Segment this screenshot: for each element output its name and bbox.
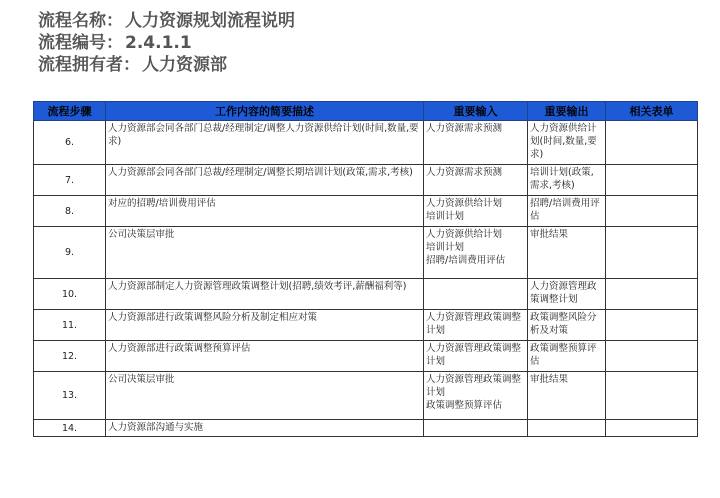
input-cell bbox=[424, 121, 528, 165]
column-header-forms: 相关表单 bbox=[606, 102, 698, 121]
output-cell bbox=[528, 310, 606, 341]
table-row bbox=[34, 121, 698, 165]
input-item: 招聘/培训费用评估 bbox=[426, 255, 506, 266]
step-cell: 6. bbox=[34, 121, 106, 165]
description-cell: 对应的招聘/培训费用评估 bbox=[106, 196, 424, 227]
column-header-step: 流程步骤 bbox=[34, 102, 106, 121]
output-item: 审批结果 bbox=[530, 374, 569, 385]
process-owner-line bbox=[38, 54, 295, 76]
process-name-line bbox=[38, 10, 295, 32]
input-cell bbox=[424, 420, 528, 437]
input-item: 人力资源需求预测 bbox=[426, 167, 503, 178]
input-cell bbox=[424, 341, 528, 372]
output-item: 人力资源管理政策调整计划 bbox=[530, 281, 597, 305]
table-row bbox=[34, 372, 698, 420]
step-cell: 10. bbox=[34, 279, 106, 310]
step-cell: 13. bbox=[34, 372, 106, 420]
process-name-value: 人力资源规划流程说明 bbox=[125, 11, 295, 31]
table-row bbox=[34, 227, 698, 279]
input-cell bbox=[424, 310, 528, 341]
forms-cell bbox=[606, 165, 698, 196]
output-cell bbox=[528, 279, 606, 310]
input-cell bbox=[424, 165, 528, 196]
input-cell bbox=[424, 227, 528, 279]
forms-cell bbox=[606, 372, 698, 420]
input-item: 人力资源管理政策调整计划 bbox=[426, 312, 522, 336]
step-cell: 8. bbox=[34, 196, 106, 227]
column-header-description: 工作内容的简要描述 bbox=[106, 102, 424, 121]
process-name-label: 流程名称： bbox=[38, 11, 123, 31]
forms-cell bbox=[606, 341, 698, 372]
description-cell: 人力资源部会同各部门总裁/经理制定/调整长期培训计划(政策,需求,考核) bbox=[106, 165, 424, 196]
input-cell bbox=[424, 372, 528, 420]
step-cell: 7. bbox=[34, 165, 106, 196]
output-cell bbox=[528, 420, 606, 437]
table-body bbox=[34, 121, 698, 437]
forms-cell bbox=[606, 420, 698, 437]
column-header-output: 重要输出 bbox=[528, 102, 606, 121]
description-cell: 人力资源部沟通与实施 bbox=[106, 420, 424, 437]
input-cell bbox=[424, 279, 528, 310]
process-owner-value: 人力资源部 bbox=[142, 55, 227, 75]
input-item: 培训计划 bbox=[426, 242, 465, 253]
input-item: 人力资源管理政策调整计划 bbox=[426, 343, 522, 367]
forms-cell bbox=[606, 196, 698, 227]
output-cell bbox=[528, 227, 606, 279]
description-cell: 人力资源部进行政策调整预算评估 bbox=[106, 341, 424, 372]
input-item: 人力资源供给计划 bbox=[426, 198, 503, 209]
input-item: 人力资源需求预测 bbox=[426, 123, 503, 134]
table-header-row bbox=[34, 102, 698, 121]
step-cell: 11. bbox=[34, 310, 106, 341]
output-item: 招聘/培训费用评估 bbox=[530, 198, 600, 222]
step-cell: 12. bbox=[34, 341, 106, 372]
output-cell bbox=[528, 121, 606, 165]
output-item: 审批结果 bbox=[530, 229, 569, 240]
step-cell: 14. bbox=[34, 420, 106, 437]
description-cell: 公司决策层审批 bbox=[106, 372, 424, 420]
forms-cell bbox=[606, 310, 698, 341]
output-cell bbox=[528, 341, 606, 372]
description-cell: 人力资源部制定人力资源管理政策调整计划(招聘,绩效考评,薪酬福利等) bbox=[106, 279, 424, 310]
process-code-label: 流程编号： bbox=[38, 33, 123, 53]
input-item: 人力资源供给计划 bbox=[426, 229, 503, 240]
output-item: 政策调整风险分析及对策 bbox=[530, 312, 597, 336]
output-item: 政策调整预算评估 bbox=[530, 343, 597, 367]
input-item: 培训计划 bbox=[426, 211, 465, 222]
output-item: 人力资源供给计划(时间,数量,要求) bbox=[530, 123, 597, 160]
process-owner-label: 流程拥有者： bbox=[38, 55, 140, 75]
output-cell bbox=[528, 165, 606, 196]
process-code-value: 2.4.1.1 bbox=[125, 33, 192, 53]
step-cell: 9. bbox=[34, 227, 106, 279]
output-item: 培训计划(政策,需求,考核) bbox=[530, 167, 594, 191]
description-cell: 公司决策层审批 bbox=[106, 227, 424, 279]
process-table bbox=[33, 101, 698, 437]
description-cell: 人力资源部进行政策调整风险分析及制定相应对策 bbox=[106, 310, 424, 341]
forms-cell bbox=[606, 121, 698, 165]
table-row bbox=[34, 420, 698, 437]
output-cell bbox=[528, 372, 606, 420]
table-row bbox=[34, 279, 698, 310]
input-cell bbox=[424, 196, 528, 227]
description-cell: 人力资源部会同各部门总裁/经理制定/调整人力资源供给计划(时间,数量,要求) bbox=[106, 121, 424, 165]
forms-cell bbox=[606, 227, 698, 279]
forms-cell bbox=[606, 279, 698, 310]
input-item: 政策调整预算评估 bbox=[426, 400, 503, 411]
input-item: 人力资源管理政策调整计划 bbox=[426, 374, 522, 398]
table-row bbox=[34, 196, 698, 227]
table-row bbox=[34, 165, 698, 196]
table-row bbox=[34, 310, 698, 341]
document-header bbox=[38, 10, 295, 76]
column-header-input: 重要输入 bbox=[424, 102, 528, 121]
process-code-line bbox=[38, 32, 295, 54]
output-cell bbox=[528, 196, 606, 227]
table-row bbox=[34, 341, 698, 372]
